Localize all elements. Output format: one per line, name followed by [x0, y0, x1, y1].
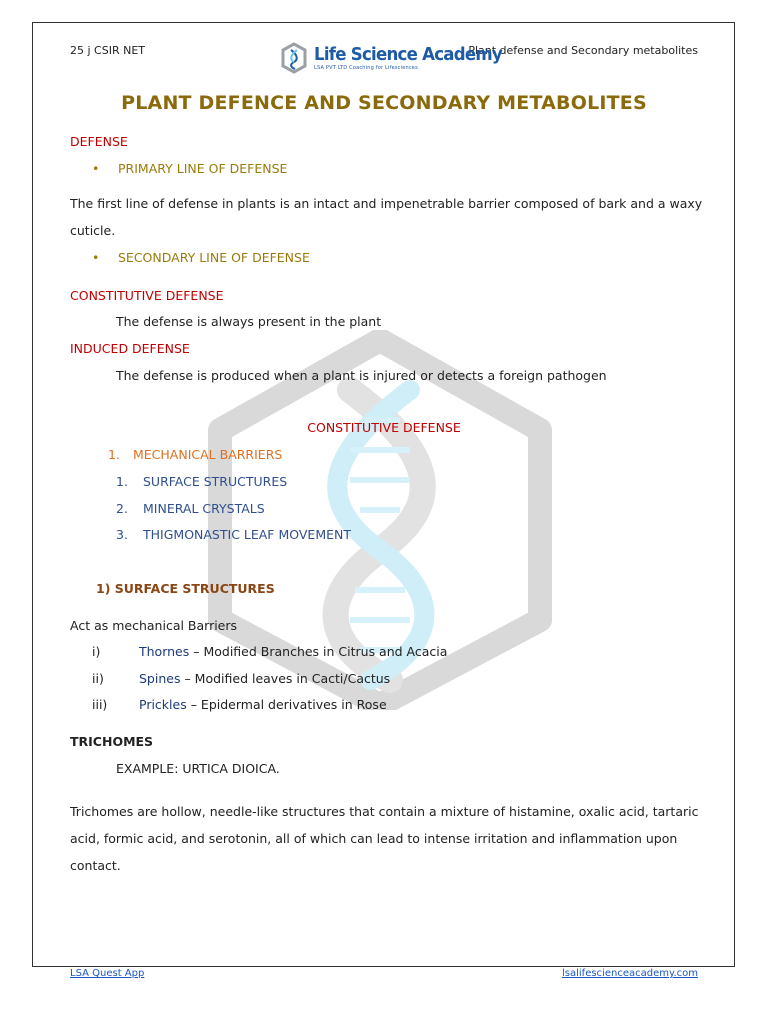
page-title: PLANT DEFENCE AND SECONDARY METABOLITES	[121, 92, 647, 114]
hexagon-logo-icon	[280, 42, 308, 74]
logo-subtitle: LSA PVT LTD Coaching for Lifesciences	[314, 64, 418, 71]
list-item-label: SURFACE STRUCTURES	[143, 474, 288, 489]
secondary-bullet	[92, 250, 310, 265]
induced-text: The defense is produced when a plant is injured or detects a foreign pathogen	[116, 368, 607, 383]
constitutive-text: The defense is always present in the plant	[116, 314, 382, 329]
list-number: 1.	[108, 447, 120, 462]
logo-name: Life Science Academy	[314, 43, 502, 65]
list-item	[116, 501, 265, 516]
roman-number: ii)	[92, 671, 104, 686]
induced-heading: INDUCED DEFENSE	[70, 341, 190, 356]
logo	[280, 40, 518, 76]
list-item	[92, 697, 387, 712]
primary-bullet-label: PRIMARY LINE OF DEFENSE	[118, 161, 288, 176]
surface-structures-heading: 1) SURFACE STRUCTURES	[96, 581, 275, 596]
list-item	[92, 644, 447, 659]
primary-text: The first line of defense in plants is an intact and impenetrable barrier composed of bark and a waxy cuticle.	[70, 196, 703, 238]
term-description: – Modified Branches in Citrus and Acacia	[189, 644, 448, 659]
constitutive-heading: CONSTITUTIVE DEFENSE	[70, 288, 224, 303]
list-item	[116, 527, 351, 542]
term-description: – Modified leaves in Cacti/Cactus	[180, 671, 391, 686]
list-item	[116, 474, 287, 489]
list-number: 2.	[116, 501, 128, 516]
header-right: Plant defense and Secondary metabolites	[468, 44, 698, 57]
term: Spines	[139, 671, 181, 686]
term: Thornes	[139, 644, 190, 659]
mechanical-barriers-label: MECHANICAL BARRIERS	[133, 447, 283, 462]
footer-app-link[interactable]: LSA Quest App	[70, 968, 145, 979]
primary-bullet	[92, 161, 287, 176]
term: Prickles	[139, 697, 187, 712]
footer-website-link[interactable]: lsalifescienceacademy.com	[562, 968, 698, 979]
list-item-label: MINERAL CRYSTALS	[143, 501, 265, 516]
bullet-dot: •	[92, 161, 100, 176]
list-number: 1.	[116, 474, 128, 489]
term-description: – Epidermal derivatives in Rose	[186, 697, 387, 712]
defense-heading: DEFENSE	[70, 134, 128, 149]
centered-constitutive-heading: CONSTITUTIVE DEFENSE	[307, 420, 461, 435]
trichomes-heading: TRICHOMES	[70, 734, 154, 749]
list-item	[92, 671, 390, 686]
mechanical-barriers-item	[108, 447, 282, 462]
secondary-bullet-label: SECONDARY LINE OF DEFENSE	[118, 250, 310, 265]
roman-number: iii)	[92, 697, 108, 712]
list-number: 3.	[116, 527, 128, 542]
bullet-dot: •	[92, 250, 100, 265]
trichomes-text: Trichomes are hollow, needle-like structures that contain a mixture of histamine, oxalic acid, tartaric acid, formic acid, and serotonin, all of which can lead to intense irritation and inflammation upon contact.	[70, 804, 699, 873]
list-item-label: THIGMONASTIC LEAF MOVEMENT	[143, 527, 351, 542]
act-as-text: Act as mechanical Barriers	[70, 618, 238, 633]
example-text: EXAMPLE: URTICA DIOICA.	[116, 761, 280, 776]
roman-number: i)	[92, 644, 101, 659]
header-left: 25 j CSIR NET	[70, 44, 145, 57]
